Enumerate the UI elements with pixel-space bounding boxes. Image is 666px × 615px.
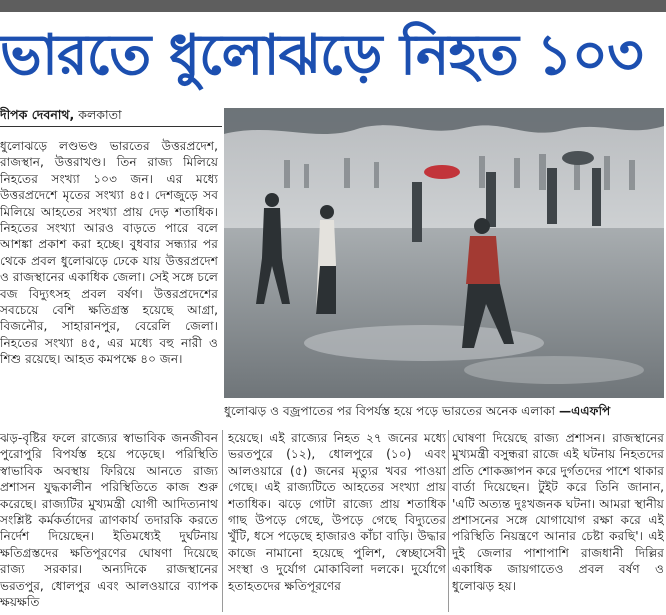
article-paragraph: ধুলোঝড়ে লণ্ডভণ্ড ভারতের উত্তরপ্রদেশ, রাজস্থান, উত্তরাখণ্ড। তিন রাজ্য মিলিয়ে নিহতের সংখ্যা ১০৩ জন। এর মধ্যে উত্তরপ্রদেশে মৃতের সংখ্যা ৪৫। দেশজুড়ে সব মিলিয়ে আহতের সংখ্যা প্রায় দেড় শতাধিক। নিহতের সংখ্যা আরও বাড়তে পারে বলে আশঙ্কা প্রকাশ করা হচ্ছে। বুধবার সন্ধ্যার পর থেকে প্রবল ধুলোঝড়ে ঢেকে যায় উত্তরপ্রদেশ ও রাজস্থানের একাধিক জেলা। সেই সঙ্গে চলে বজ বিদ্যুৎসহ প্রবল বর্ষণ। উত্তরপ্রদেশের সবচেয়ে বেশি ক্ষতিগ্রস্ত হয়েছে আগ্রা, বিজনৌর, সাহারানপুর, বেরেলি জেলা। নিহতের সংখ্যা ৪৫, এর মধ্যে বহু নারী ও শিশু রয়েছে। আহত কমপক্ষে ৪০ জন।	[0, 139, 218, 367]
article-column-left-top	[0, 138, 218, 424]
dust-storm-photo	[224, 108, 664, 398]
headline: ভারতে ধুলোঝড়ে নিহত ১০৩	[0, 23, 643, 88]
article-column-middle	[228, 430, 446, 612]
article-column-left-bottom	[0, 430, 218, 612]
news-photo	[224, 108, 664, 398]
article-paragraph: ঘোষণা দিয়েছে রাজ্য প্রশাসন। রাজস্থানের মুখ্যমন্ত্রী বসুন্ধরা রাজে এই ঘটনায় নিহতদের প্রতি শোকজ্ঞাপন করে দুর্গতদের পাশে থাকার বার্তা দিয়েছেন। টুইট করে তিনি জানান, 'এটি অত্যন্ত দুঃখজনক ঘটনা। আমরা স্থানীয় প্রশাসনের সঙ্গে যোগাযোগ রক্ষা করে এই পরিস্থিতি নিয়ন্ত্রণে আনার চেষ্টা করছি'। এই দুই জেলার পাশাপাশি রাজধানী দিল্লির একাধিক জায়গাতেও প্রবল বর্ষণ ও ধুলোঝড় হয়।	[452, 431, 664, 593]
byline	[0, 104, 222, 127]
column-divider	[222, 430, 223, 612]
byline-place: কলকাতা	[74, 107, 122, 122]
photo-caption	[224, 400, 664, 422]
article-column-right	[452, 430, 664, 612]
article-paragraph: ঝড়-বৃষ্টির ফলে রাজ্যের স্বাভাবিক জনজীবন পুরোপুরি বিপর্যস্ত হয়ে পড়েছে। পরিস্থিতি স্বাভাবিক অবস্থায় ফিরিয়ে আনতে রাজ্য প্রশাসন যুদ্ধকালীন পরিস্থিতিতে কাজ শুরু করেছে। রাজ্যটির মুখ্যমন্ত্রী যোগী আদিত্যনাথ সংশ্লিষ্ট কর্মকর্তাদের ত্রাণকার্য তদারকি করতে নির্দেশ দিয়েছেন। ইতিমধ্যেই দুর্ঘটনায় ক্ষতিগ্রস্তদের ক্ষতিপূরণের ঘোষণা দিয়েছে রাজ্য সরকার। অন্যদিকে রাজস্থানের ভরতপুর, ধোলপুর এবং আলওয়ারে ব্যাপক ক্ষয়ক্ষতি	[0, 431, 218, 610]
caption-text: ধুলোঝড় ও বজ্রপাতের পর বিপর্যস্ত হয়ে পড়ে ভারতের অনেক এলাকা	[224, 404, 559, 418]
photo-credit: —এএফপি	[558, 404, 611, 418]
top-bar	[0, 0, 666, 12]
column-divider	[448, 430, 449, 612]
byline-author: দীপক দেবনাথ,	[0, 107, 75, 122]
article-paragraph: হয়েছে। এই রাজ্যের নিহত ২৭ জনের মধ্যে ভরতপুরে (১২), ধোলপুরে (১০) এবং আলওয়ারে (৫) জনের মৃত্যুর খবর পাওয়া গেছে। এই রাজ্যটিতে আহতের সংখ্যা প্রায় শতাধিক। ঝড়ে গোটা রাজ্যে প্রায় শতাধিক গাছ উপড়ে গেছে, উপড়ে গেছে বিদ্যুতের খুঁটি, ধসে পড়েছে হাজারও কাঁচা বাড়ি। উদ্ধার কাজে নামানো হয়েছে পুলিশ, স্বেচ্ছাসেবী সংস্থা ও দুর্যোগ মোকাবিলা দলকে। দুর্যোগে হতাহতদের ক্ষতিপূরণের	[228, 431, 446, 593]
